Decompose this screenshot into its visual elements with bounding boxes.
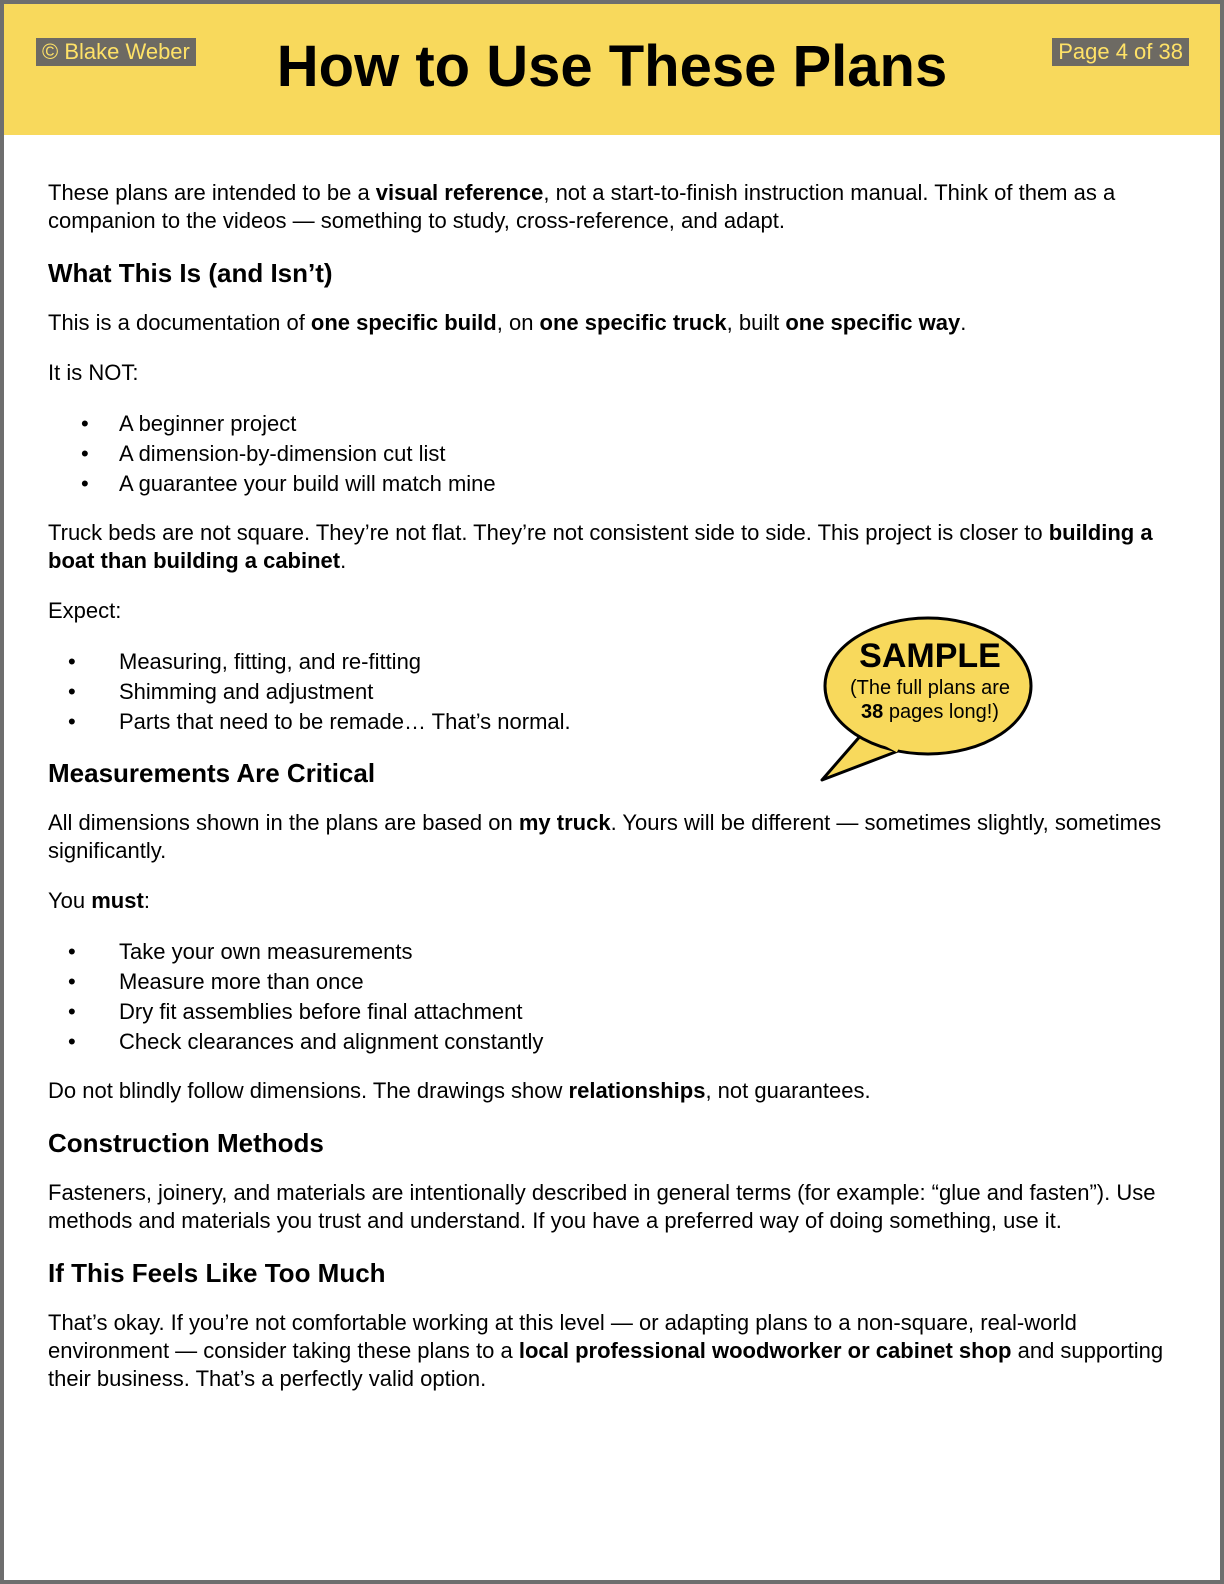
list-item: • Measuring, fitting, and re-fitting: [68, 649, 422, 674]
too-much-paragraph: That’s okay. If you’re not comfortable working at this level — or adapting plans to a non-square, real-world environment — consider taking these plans to a local professional woodworker or cabinet shop and supporting their business. That’s a perfectly valid option.: [48, 1310, 1164, 1391]
intro-paragraph: These plans are intended to be a visual reference, not a start-to-finish instruction manual. Think of them as a companion to the videos — something to study, cross-reference, and adapt.: [48, 180, 1116, 233]
truck-beds-paragraph: Truck beds are not square. They’re not flat. They’re not consistent side to side. This project is closer to building a boat than building a cabinet.: [48, 520, 1153, 573]
list-item: • A guarantee your build will match mine: [81, 471, 496, 496]
list-item: • A beginner project: [81, 411, 297, 436]
list-item: • Measure more than once: [68, 969, 364, 994]
copyright-label: © Blake Weber: [36, 38, 196, 66]
follow-paragraph: Do not blindly follow dimensions. The drawings show relationships, not guarantees.: [48, 1078, 871, 1103]
callout-title: SAMPLE: [859, 637, 1001, 675]
dimensions-paragraph: All dimensions shown in the plans are based on my truck. Yours will be different — sometimes slightly, sometimes significantly.: [48, 810, 1162, 863]
not-list: [48, 409, 1178, 499]
list-item: • Check clearances and alignment constantly: [68, 1029, 544, 1054]
section-heading-construction: Construction Methods: [48, 1128, 324, 1158]
page-header: [4, 4, 1220, 135]
specific-build-paragraph: This is a documentation of one specific build, on one specific truck, built one specific way.: [48, 310, 967, 335]
section-heading-too-much: If This Feels Like Too Much: [48, 1258, 386, 1288]
must-label: You must:: [48, 888, 150, 913]
not-label: It is NOT:: [48, 360, 139, 385]
must-list: [48, 937, 1178, 1057]
list-item: • Shimming and adjustment: [68, 679, 374, 704]
page-content: [48, 179, 1178, 1415]
list-item: • A dimension-by-dimension cut list: [81, 441, 446, 466]
section-heading-what-this-is: What This Is (and Isn’t): [48, 258, 333, 288]
construction-paragraph: Fasteners, joinery, and materials are intentionally described in general terms (for example: “glue and fasten”). Use methods and materials you trust and understand. If you have a preferred way of doing something, use it.: [48, 1180, 1156, 1233]
expect-label: Expect:: [48, 598, 122, 623]
callout-line2: 38 pages long!): [861, 701, 999, 723]
sample-callout-bubble: [818, 614, 1042, 792]
list-item: • Parts that need to be remade… That’s normal.: [68, 709, 571, 734]
list-item: • Take your own measurements: [68, 939, 413, 964]
section-heading-measurements: Measurements Are Critical: [48, 758, 376, 788]
list-item: • Dry fit assemblies before final attachment: [68, 999, 523, 1024]
page-number-label: Page 4 of 38: [1052, 38, 1189, 66]
page-title: How to Use These Plans: [276, 34, 948, 99]
callout-text: [818, 636, 1042, 724]
callout-line1: (The full plans are: [849, 677, 1011, 699]
